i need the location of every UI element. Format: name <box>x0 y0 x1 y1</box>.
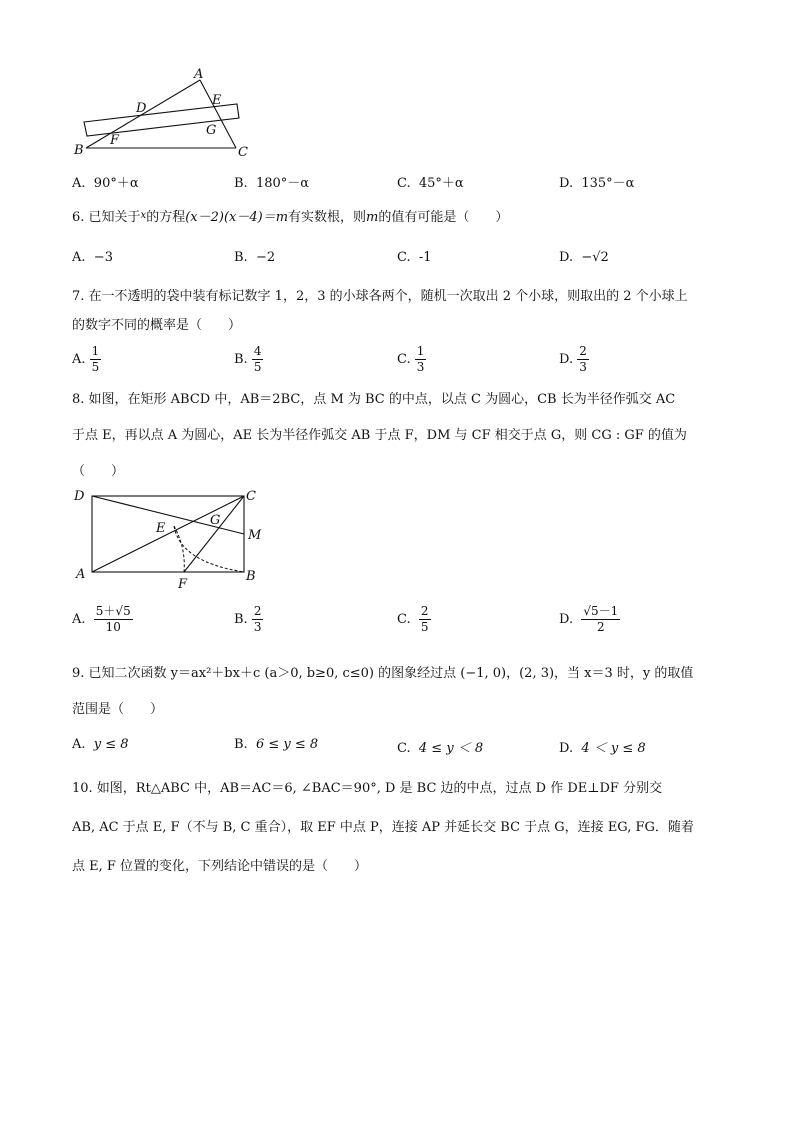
q10-stem-line2: AB, AC 于点 E, F（不与 B, C 重合），取 EF 中点 P，连接 AP 并延长交 BC 于点 G，连接 EG, FG．随着 <box>72 820 694 835</box>
q8-label-a: A <box>76 567 86 582</box>
q9-option-c: C. 4 ≤ y ＜ 8 <box>397 741 484 756</box>
q5-figure <box>70 66 250 158</box>
q5-label-b: B <box>74 143 84 158</box>
q8-option-c: C. $\frac{2}{5}$ <box>397 604 429 634</box>
q5-label-a: A <box>194 67 204 82</box>
q8-label-e: E <box>156 521 166 536</box>
q6-option-a: A. −3 <box>72 250 113 265</box>
q9-option-a: A. y ≤ 8 <box>72 737 129 752</box>
q7-option-a: A. $\frac{1}{5}$ <box>72 344 100 374</box>
q5-option-d: D. 135°－α <box>559 176 635 191</box>
q9-option-b: B. 6 ≤ y ≤ 8 <box>234 737 319 752</box>
q9-stem-line1: 9. 已知二次函数 y＝ax²＋bx＋c (a＞0, b≥0, c≤0) 的图象经过点 (−1, 0)，(2, 3)，当 x＝3 时，y 的取值 <box>72 666 694 681</box>
q8-figure <box>70 484 270 594</box>
q5-label-f: F <box>110 133 120 148</box>
q10-stem-line3: 点 E, F 位置的变化，下列结论中错误的是（ ） <box>72 859 368 874</box>
q7-stem-line1: 7. 在一不透明的袋中装有标记数字 1，2，3 的小球各两个，随机一次取出 2 个小球，则取出的 2 个小球上 <box>72 289 688 304</box>
q8-stem-line3: （ ） <box>72 464 125 479</box>
q6-option-b: B. −2 <box>234 250 276 265</box>
q7-option-c: C. $\frac{1}{3}$ <box>397 344 425 374</box>
q8-label-f: F <box>178 577 188 592</box>
q8-label-c: C <box>246 489 256 504</box>
q5-option-a: A. 90°＋α <box>72 176 139 191</box>
q5-option-b: B. 180°－α <box>234 176 310 191</box>
q7-option-b: B. $\frac{4}{5}$ <box>234 344 262 374</box>
q6-stem: 6. 已知关于$^x$的方程(x－2)(x－4)＝m有实数根，则m的值有可能是（ ） <box>72 210 509 225</box>
q8-stem-line2: 于点 E，再以点 A 为圆心，AE 长为半径作弧交 AB 于点 F，DM 与 CF 相交于点 G，则 CG : GF 的值为 <box>72 428 687 443</box>
q5-option-c: C. 45°＋α <box>397 176 464 191</box>
q5-label-c: C <box>238 145 248 158</box>
q9-option-d: D. 4 ＜ y ≤ 8 <box>559 741 646 756</box>
q8-option-d: D. $\frac{√5-1}{2}$ <box>559 604 619 634</box>
q5-label-d: D <box>136 101 147 116</box>
q8-stem-line1: 8. 如图，在矩形 ABCD 中，AB＝2BC，点 M 为 BC 的中点，以点 C 为圆心，CB 长为半径作弧交 AC <box>72 392 676 407</box>
q8-label-b: B <box>246 569 256 584</box>
q8-option-a: A. $\frac{5+√5}{10}$ <box>72 604 131 634</box>
q8-label-d: D <box>74 489 85 504</box>
q10-stem-line1: 10. 如图，Rt△ABC 中，AB＝AC＝6, ∠BAC＝90°, D 是 BC 边的中点，过点 D 作 DE⊥DF 分别交 <box>72 781 663 796</box>
q7-stem-line2: 的数字不同的概率是（ ） <box>72 318 242 333</box>
q8-label-g: G <box>210 513 221 528</box>
q8-label-m: M <box>248 528 262 543</box>
q6-option-c: C. -1 <box>397 250 432 265</box>
q8-option-b: B. $\frac{2}{3}$ <box>234 604 262 634</box>
q5-label-g: G <box>206 123 217 138</box>
q5-label-e: E <box>212 93 222 108</box>
q6-option-d: D. −√2 <box>559 250 609 265</box>
q7-option-d: D. $\frac{2}{3}$ <box>559 344 587 374</box>
q9-stem-line2: 范围是（ ） <box>72 702 164 717</box>
